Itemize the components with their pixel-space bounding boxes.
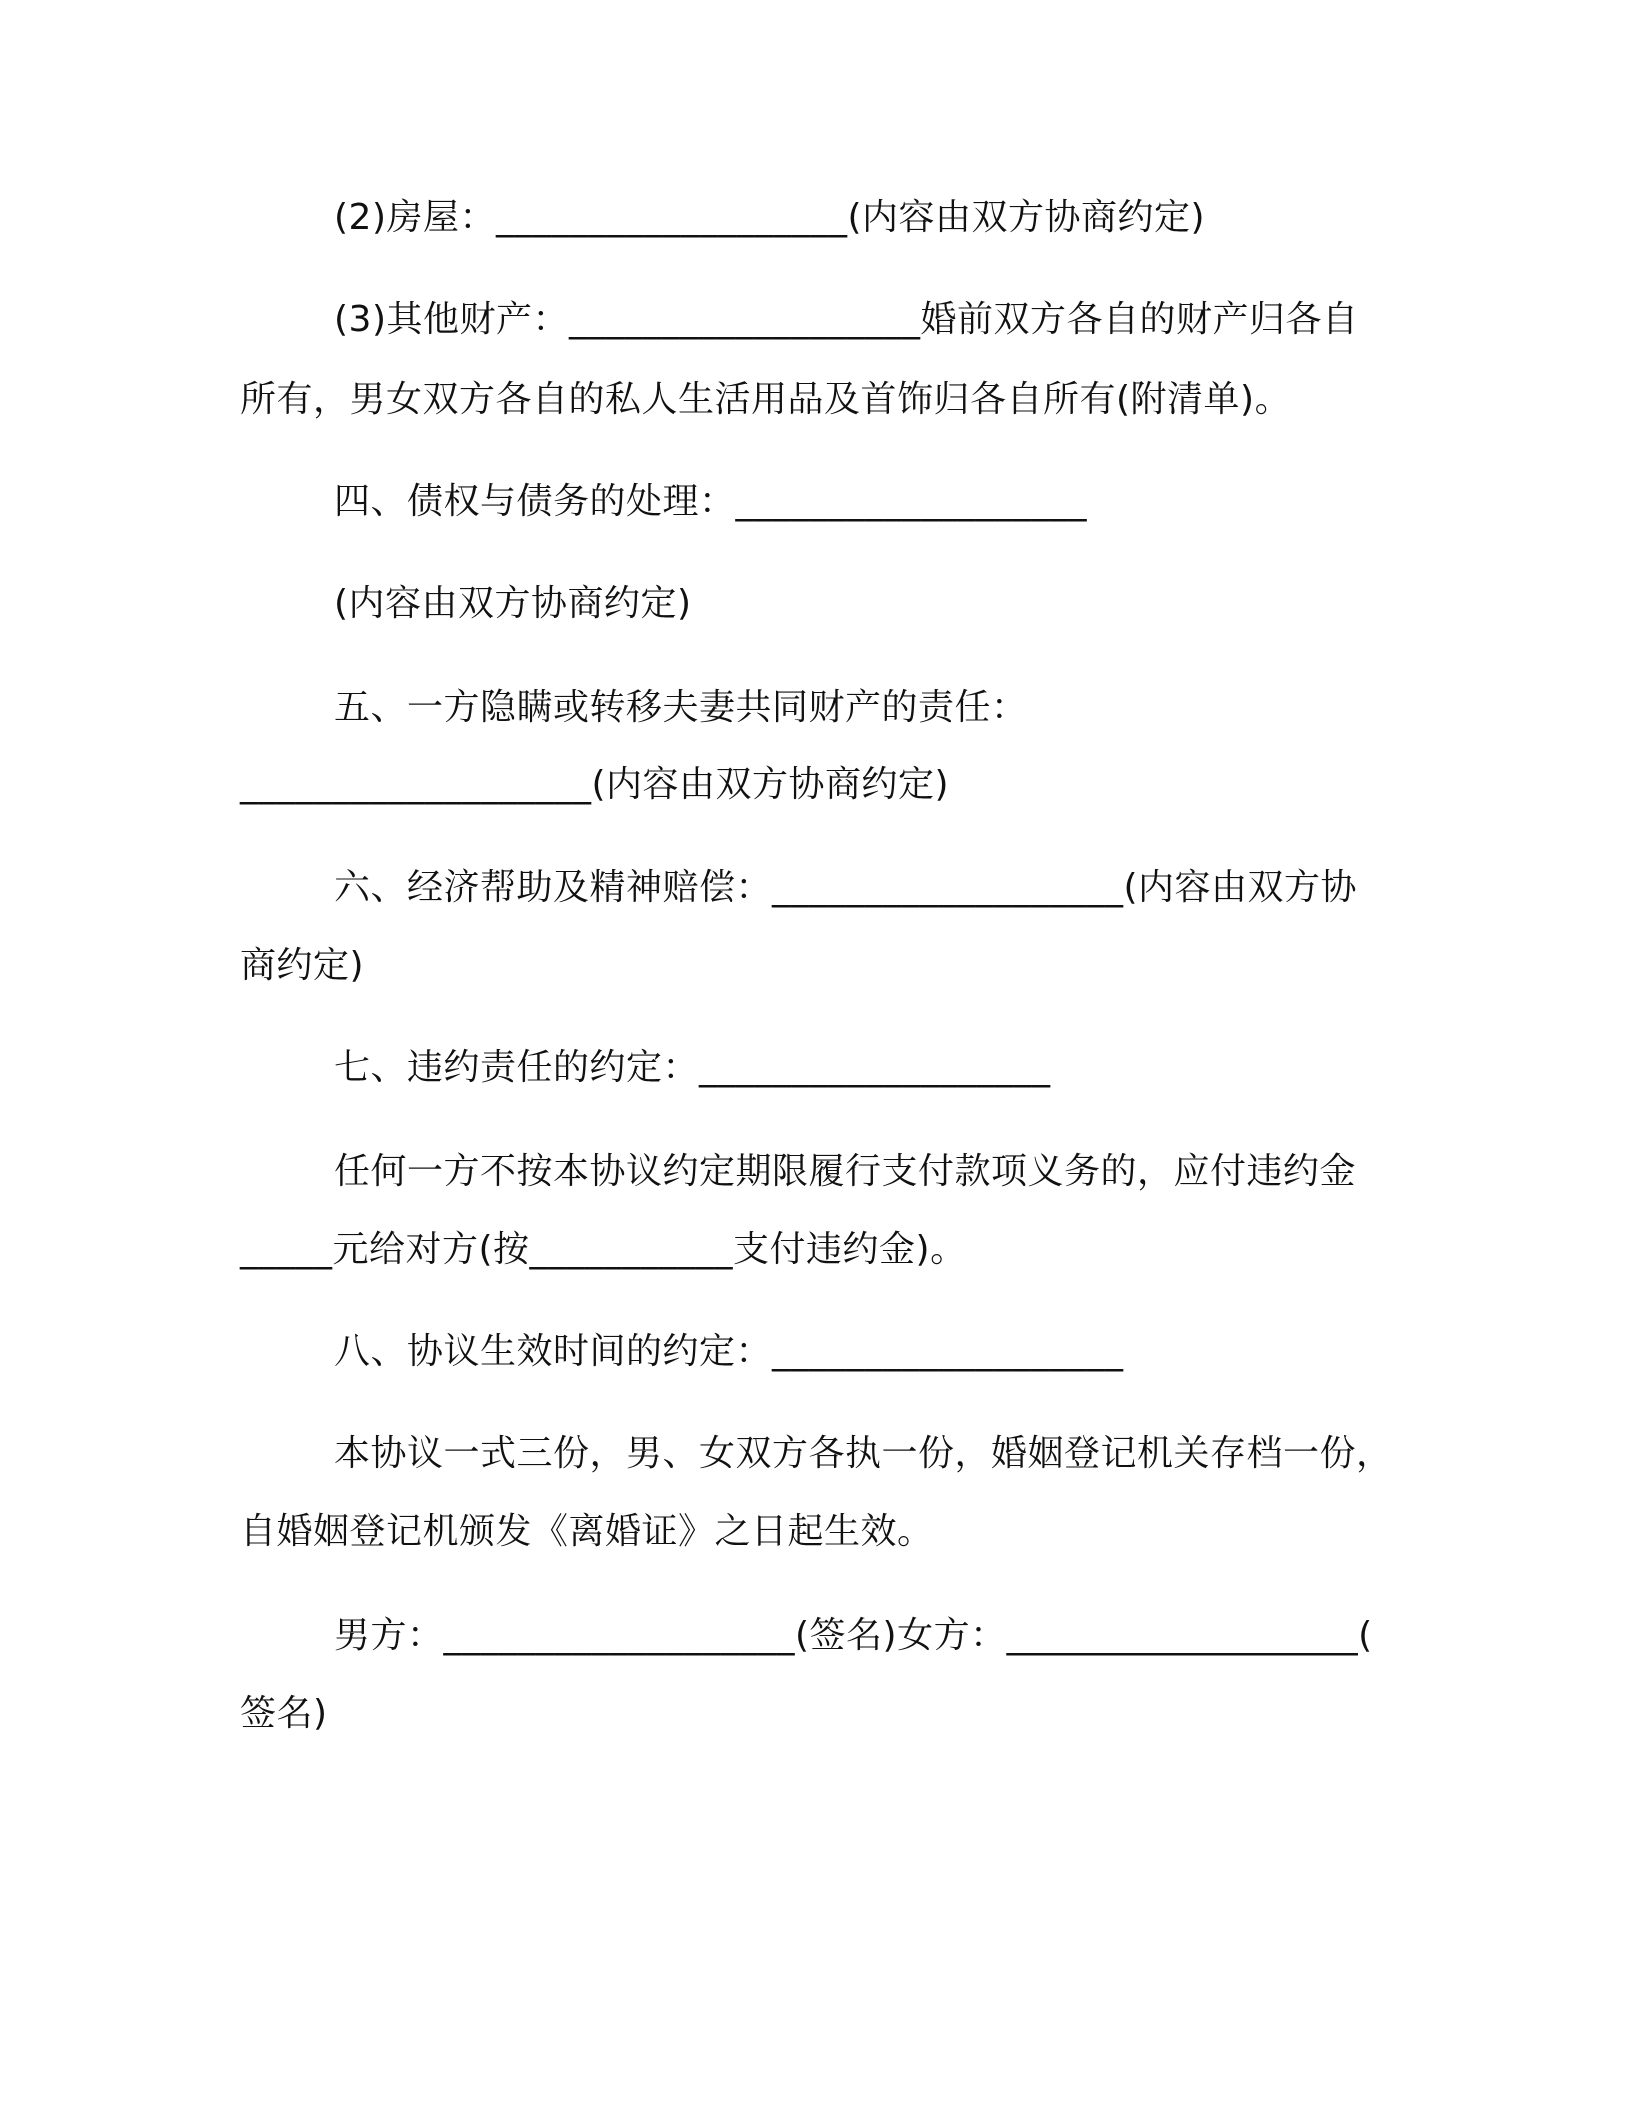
clause-house: (2)房屋：___________________(内容由双方协商约定) xyxy=(334,197,1206,238)
section-five-blank: ___________________(内容由双方协商约定) xyxy=(240,764,950,805)
section-eight-text-line1: 本协议一式三份，男、女双方各执一份，婚姻登记机关存档一份， xyxy=(334,1433,1393,1474)
clause-other-property-line2: 所有，男女双方各自的私人生活用品及首饰归各自所有(附清单)。 xyxy=(240,379,1292,420)
section-seven-heading: 七、违约责任的约定：___________________ xyxy=(334,1047,1051,1088)
section-six-line1: 六、经济帮助及精神赔偿：___________________(内容由双方协 xyxy=(334,867,1358,908)
section-four-heading: 四、债权与债务的处理：___________________ xyxy=(334,481,1088,522)
signature-line: 男方：___________________(签名)女方：___________________( xyxy=(334,1615,1373,1656)
signature-line-continued: 签名) xyxy=(240,1693,328,1734)
section-seven-text-line2: _____元给对方(按___________支付违约金)。 xyxy=(240,1229,967,1270)
section-five-heading: 五、一方隐瞒或转移夫妻共同财产的责任： xyxy=(334,687,1028,728)
section-four-note: (内容由双方协商约定) xyxy=(334,583,692,624)
section-seven-text-line1: 任何一方不按本协议约定期限履行支付款项义务的，应付违约金 xyxy=(334,1151,1357,1192)
section-eight-text-line2: 自婚姻登记机颁发《离婚证》之日起生效。 xyxy=(240,1511,934,1552)
clause-other-property-line1: (3)其他财产：___________________婚前双方各自的财产归各自 xyxy=(334,299,1359,340)
section-eight-heading: 八、协议生效时间的约定：___________________ xyxy=(334,1331,1124,1372)
section-six-line2: 商约定) xyxy=(240,945,365,986)
